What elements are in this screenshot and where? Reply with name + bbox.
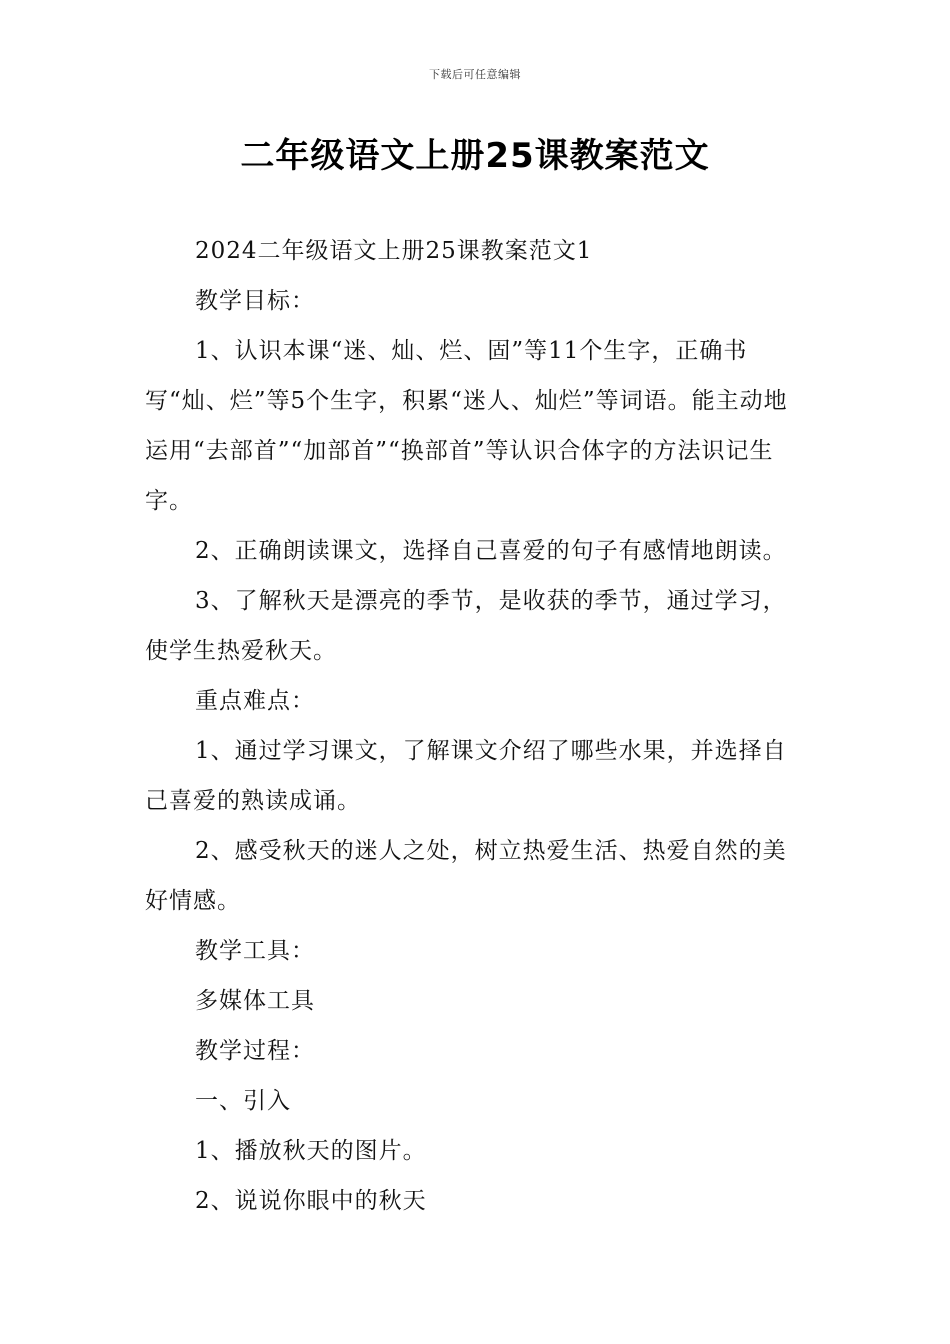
process-item-2: 2、说说你眼中的秋天 bbox=[195, 1188, 427, 1214]
document-title: 二年级语文上册25课教案范文 bbox=[240, 136, 710, 176]
process-step-heading: 一、引入 bbox=[195, 1088, 291, 1114]
tools-item: 多媒体工具 bbox=[195, 988, 315, 1014]
section-heading-key-points: 重点难点： bbox=[195, 688, 315, 714]
key-point-item-2: 2、感受秋天的迷人之处，树立热爱生活、热爱自然的美好情感。 bbox=[145, 838, 787, 914]
objective-item-2: 2、正确朗读课文，选择自己喜爱的句子有感情地朗读。 bbox=[195, 538, 787, 564]
section-heading-tools: 教学工具： bbox=[195, 938, 315, 964]
page-header-note: 下载后可任意编辑 bbox=[429, 68, 521, 81]
key-point-item-1: 1、通过学习课文，了解课文介绍了哪些水果，并选择自己喜爱的熟读成诵。 bbox=[145, 738, 787, 814]
section-heading-objectives: 教学目标： bbox=[195, 288, 315, 314]
subtitle-paragraph: 2024二年级语文上册25课教案范文1 bbox=[195, 238, 593, 264]
objective-item-1: 1、认识本课“迷、灿、烂、固”等11个生字，正确书写“灿、烂”等5个生字，积累“迷人、灿烂”等词语。能主动地运用“去部首”“加部首”“换部首”等认识合体字的方法识记生字。 bbox=[145, 338, 788, 514]
section-heading-process: 教学过程： bbox=[195, 1038, 315, 1064]
process-item-1: 1、播放秋天的图片。 bbox=[195, 1138, 427, 1164]
objective-item-3: 3、了解秋天是漂亮的季节，是收获的季节，通过学习，使学生热爱秋天。 bbox=[145, 588, 787, 664]
document-body bbox=[145, 226, 810, 1226]
